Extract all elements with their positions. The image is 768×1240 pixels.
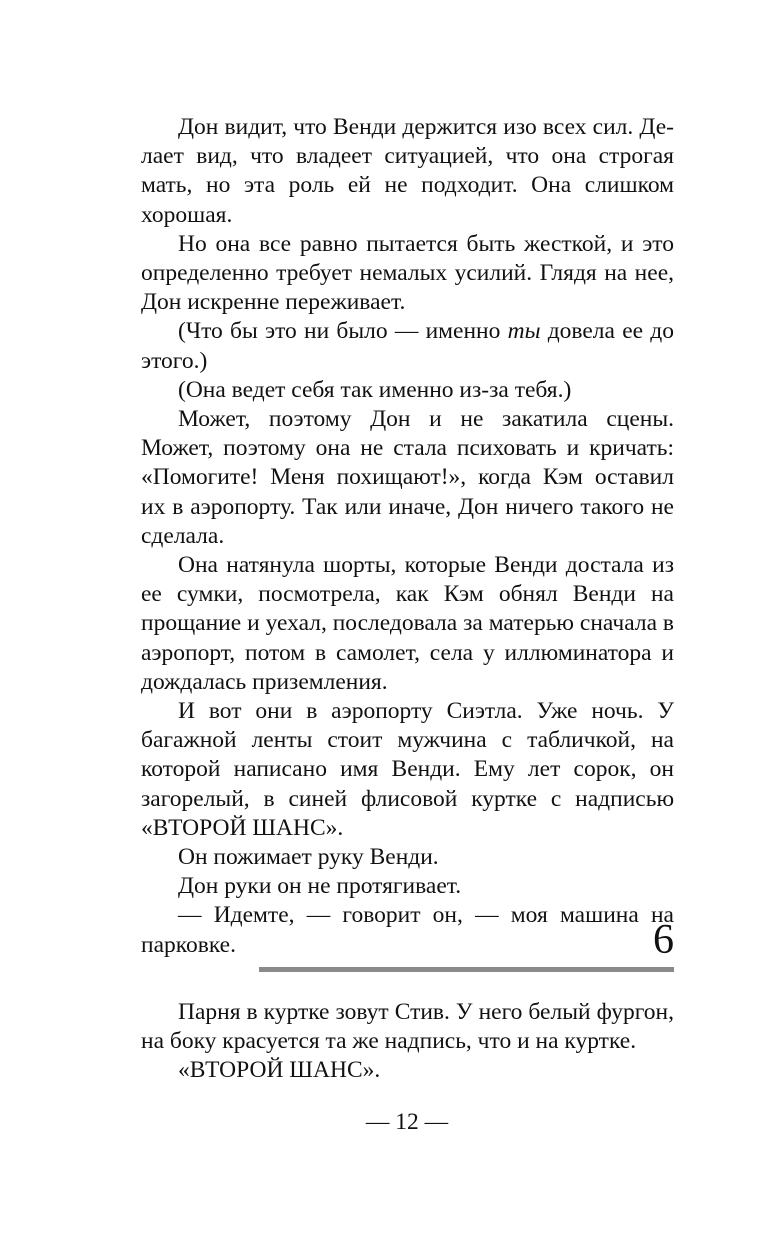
paragraph: И вот они в аэропорту Сиэтла. Уже ночь. У багажной ленты стоит мужчина с табличкой, на которой написано имя Венди. Ему лет сорок, он загорелый, в синей флисовой куртке с надписью «ВТОРОЙ ШАНС». (141, 698, 674, 841)
body-text (141, 113, 674, 963)
paragraph: Но она все равно пытается быть жесткой, и это определенно требует немалых усилий. Глядя на нее, Дон искренне переживает. (141, 230, 674, 316)
italic-word: ты (507, 318, 541, 345)
paragraph: Он пожимает руку Венди. (178, 844, 439, 871)
chapter-divider (259, 967, 674, 972)
paragraph: (Что бы это ни было — именно ты довела ее до этого.) (141, 318, 674, 374)
chapter-text (141, 998, 674, 1086)
paragraph: (Она ведет себя так именно из-за тебя.) (178, 376, 572, 403)
paragraph: Дон видит, что Венди держится изо всех сил. Делает вид, что владеет ситуацией, что она строгая мать, но эта роль ей не подходит. Она слишком хорошая. (141, 114, 674, 228)
paragraph: Она натянула шорты, которые Венди достала из ее сумки, посмотрела, как Кэм обнял Венди на прощание и уехал, последовала за матерью сначала в аэропорт, потом в самолет, села у иллюминатора и дождалась приземления. (141, 552, 674, 695)
paragraph: «ВТОРОЙ ШАНС». (178, 1057, 381, 1084)
page-number: — 12 — (365, 1109, 449, 1135)
chapter-number: 6 (653, 917, 674, 963)
paragraph: Дон руки он не протягивает. (178, 873, 462, 900)
paragraph: Парня в куртке зовут Стив. У него белый фургон, на боку красуется та же надпись, что и на куртке. (141, 999, 674, 1055)
paragraph: — Идемте, — говорит он, — моя машина на парковке. (141, 902, 674, 958)
paragraph: Может, поэтому Дон и не закатила сцены. Может, поэтому она не стала психовать и кричать: «Помогите! Меня похищают!», когда Кэм оставил их в аэропорту. Так или иначе, Дон ничего такого не сделала. (141, 406, 674, 549)
